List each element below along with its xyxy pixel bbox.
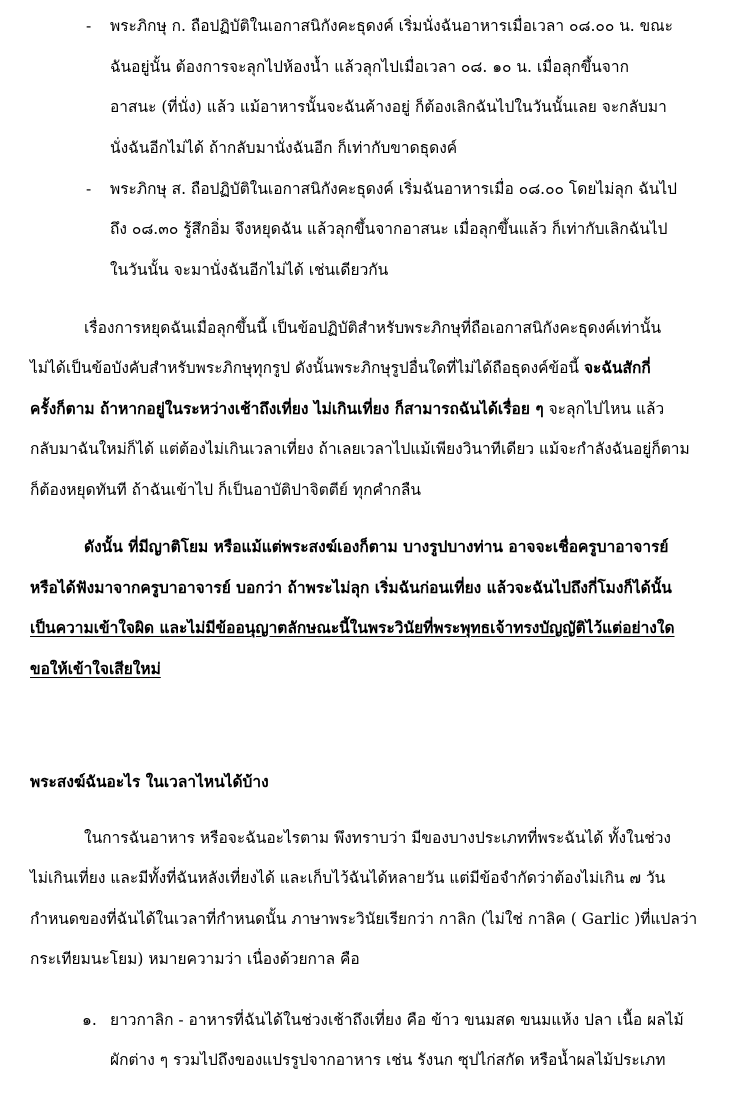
para1-line-2-bold: จะฉันสักกี่ (583, 358, 651, 377)
para1-line-5: ก็ต้องหยุดทันที ถ้าฉันเข้าไป ก็เป็นอาบัติปาจิตตีย์ ทุกคำกลืน (30, 481, 422, 499)
bullet-marker: - (86, 180, 92, 198)
para1-line-1: เรื่องการหยุดฉันเมื่อลุกขึ้นนี้ เป็นข้อปฏิบัติสำหรับพระภิกษุที่ถือเอกาสนิกังคะธุดงค์เท่านั้น (84, 319, 662, 337)
bullet-1-line-4: นั่งฉันอีกไม่ได้ ถ้ากลับมานั่งฉันอีก ก็เท่ากับขาดธุดงค์ (110, 139, 458, 157)
para3-line-2: ไม่เกินเที่ยง และมีทั้งที่ฉันหลังเที่ยงได้ และเก็บไว้ฉันได้หลายวัน แต่มีข้อจำกัดว่าต้องไม่เกิน ๗ วัน (30, 869, 666, 887)
para3-line-4: กระเทียมนะโยม) หมายความว่า เนื่องด้วยกาล คือ (30, 950, 360, 968)
para1-line-3-normal: จะลุกไปไหน แล้ว (543, 400, 665, 418)
para2-line-3: เป็นความเข้าใจผิด และไม่มีข้ออนุญาตลักษณะนี้ในพระวินัยที่พระพุทธเจ้าทรงบัญญัติไว้แต่อย่างใด (30, 618, 675, 637)
bullet-1-line-2: ฉันอยู่นั้น ต้องการจะลุกไปห้องน้ำ แล้วลุกไปเมื่อเวลา ๐๘. ๑๐ น. เมื่อลุกขึ้นจาก (110, 58, 629, 76)
para1-line-3 (30, 398, 664, 420)
para3-line-1: ในการฉันอาหาร หรือจะฉันอะไรตาม พึงทราบว่า มีของบางประเภทที่พระฉันได้ ทั้งในช่วง (84, 829, 671, 847)
para1-line-2 (30, 357, 651, 379)
para2-line-4: ขอให้เข้าใจเสียใหม่ (30, 659, 161, 678)
para1-line-3-bold: ครั้งก็ตาม ถ้าหากอยู่ในระหว่างเช้าถึงเที่ยง ไม่เกินเที่ยง ก็สามารถฉันได้เรื่อย ๆ (30, 399, 544, 418)
bullet-1-line-1: พระภิกษุ ก. ถือปฏิบัติในเอกาสนิกังคะธุดงค์ เริ่มนั่งฉันอาหารเมื่อเวลา ๐๘.๐๐ น. ขณะ (110, 17, 673, 35)
numbered-marker: ๑. (82, 1011, 97, 1029)
bullet-2-line-1: พระภิกษุ ส. ถือปฏิบัติในเอกาสนิกังคะธุดงค์ เริ่มฉันอาหารเมื่อ ๐๘.๐๐ โดยไม่ลุก ฉันไป (110, 180, 678, 198)
bullet-marker: - (86, 17, 92, 35)
numbered-item-line-2: ผักต่าง ๆ รวมไปถึงของแปรรูปจากอาหาร เช่น รังนก ซุปไก่สกัด หรือน้ำผลไม้ประเภท (110, 1051, 666, 1069)
bullet-2-line-3: ในวันนั้น จะมานั่งฉันอีกไม่ได้ เช่นเดียวกัน (110, 261, 389, 279)
bullet-2-line-2: ถึง ๐๘.๓๐ รู้สึกอิ่ม จึงหยุดฉัน แล้วลุกขึ้นจากอาสนะ เมื่อลุกขึ้นแล้ว ก็เท่ากับเลิกฉันไป (110, 220, 668, 238)
section-heading: พระสงฆ์ฉันอะไร ในเวลาไหนได้บ้าง (30, 772, 269, 791)
para2-line-2: หรือได้ฟังมาจากครูบาอาจารย์ บอกว่า ถ้าพระไม่ลุก เริ่มฉันก่อนเที่ยง แล้วจะฉันไปถึงกี่โมงก็ได้นั้น (30, 578, 672, 597)
bullet-1-line-3: อาสนะ (ที่นั่ง) แล้ว แม้อาหารนั้นจะฉันค้างอยู่ ก็ต้องเลิกฉันไปในวันนั้นเลย จะกลับมา (110, 98, 667, 116)
para1-line-4: กลับมาฉันใหม่ก็ได้ แต่ต้องไม่เกินเวลาเที่ยง ถ้าเลยเวลาไปแม้เพียงวินาทีเดียว แม้จะกำลังฉันอยู่ก็ตาม (30, 440, 690, 458)
para1-line-2-normal: ไม่ได้เป็นข้อบังคับสำหรับพระภิกษุทุกรูป ดังนั้นพระภิกษุรูปอื่นใดที่ไม่ได้ถือธุดงค์ข้อนี้ (30, 359, 584, 377)
para3-line-3: กำหนดของที่ฉันได้ในเวลาที่กำหนดนั้น ภาษาพระวินัยเรียกว่า กาลิก (ไม่ใช่ กาลิค ( Garlic )ที่แปลว่า (30, 910, 698, 928)
para2-line-1: ดังนั้น ที่มีญาติโยม หรือแม้แต่พระสงฆ์เองก็ตาม บางรูปบางท่าน อาจจะเชื่อครูบาอาจารย์ (84, 537, 669, 556)
numbered-item-line-1: ยาวกาลิก - อาหารที่ฉันได้ในช่วงเช้าถึงเที่ยง คือ ข้าว ขนมสด ขนมแห้ง ปลา เนื้อ ผลไม้ (110, 1011, 684, 1029)
